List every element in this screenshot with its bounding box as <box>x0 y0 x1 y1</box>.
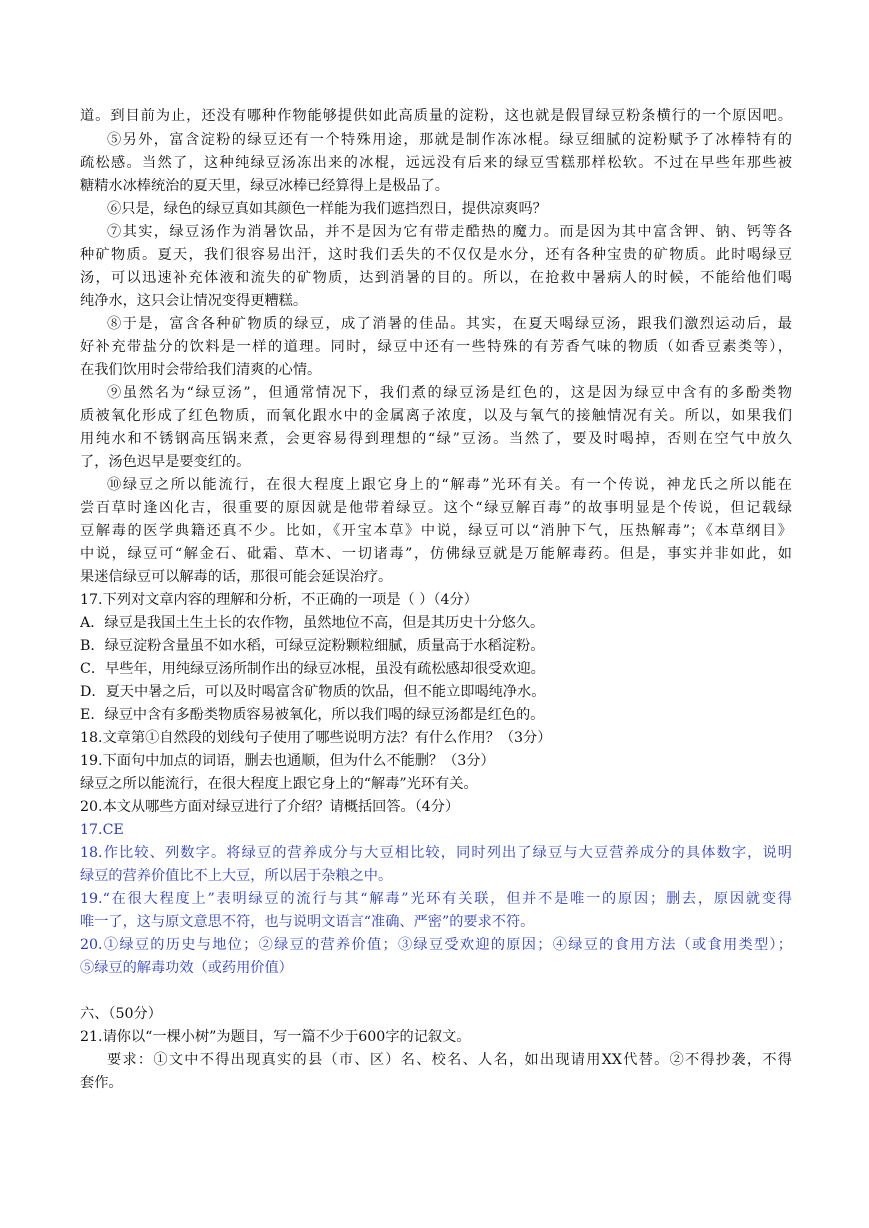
passage-line: 糖精水冰棒统治的夏天里，绿豆冰棒已经算得上是极品了。 <box>80 178 449 194</box>
answer-17: 17.CE <box>80 822 124 838</box>
q19-sentence: 绿豆之所以能流行，在很大程度上跟它身上的“解毒”光环有关。 <box>80 776 478 792</box>
answer-19-line: 唯一了，这与原文意思不符，也与说明文语言“准确、严密”的要求不符。 <box>80 914 535 930</box>
answer-20-line: 20.①绿豆的历史与地位；②绿豆的营养价值；③绿豆受欢迎的原因；④绿豆的食用方法（或食用类型）； <box>80 937 792 953</box>
passage-line: 了，汤色迟早是要变红的。 <box>80 454 251 470</box>
passage-line: 用纯水和不锈钢高压锅来煮，会更容易得到理想的“绿”豆汤。当然了，要及时喝掉，否则在空气中放久 <box>80 431 792 447</box>
passage-line: 质被氧化形成了红色物质，而氧化跟水中的金属离子浓度，以及与氧气的接触情况有关。所以，如果我们 <box>80 408 792 424</box>
passage-line: ⑤另外，富含淀粉的绿豆还有一个特殊用途，那就是制作冻冰棍。绿豆细腻的淀粉赋予了冰棒特有的 <box>107 132 792 148</box>
passage-line: ⑧于是，富含各种矿物质的绿豆，成了消暑的佳品。其实，在夏天喝绿豆汤，跟我们激烈运动后，最 <box>107 316 792 332</box>
passage-line: 种矿物质。夏天，我们很容易出汗，这时我们丢失的不仅仅是水分，还有各种宝贵的矿物质。此时喝绿豆 <box>80 247 792 263</box>
q17-option-e: E．绿豆中含有多酚类物质容易被氧化，所以我们喝的绿豆汤都是红色的。 <box>80 707 545 723</box>
question-17: 17.下列对文章内容的理解和分析，不正确的一项是（ ）（4分） <box>80 592 478 608</box>
passage-line: ⑩绿豆之所以能流行，在很大程度上跟它身上的“解毒”光环有关。有一个传说，神龙氏之所以能在 <box>107 477 792 493</box>
passage-line: 在我们饮用时会带给我们清爽的心情。 <box>80 362 322 378</box>
q17-option-d: D．夏天中暑之后，可以及时喝富含矿物质的饮品，但不能立即喝纯净水。 <box>80 684 546 700</box>
passage-line: 疏松感。当然了，这种纯绿豆汤冻出来的冰棍，远远没有后来的绿豆雪糕那样松软。不过在早些年那些被 <box>80 155 792 171</box>
answer-20-line: ⑤绿豆的解毒功效（或药用价值） <box>80 960 293 976</box>
requirement-line: 要求：①文中不得出现真实的县（市、区）名、校名、人名，如出现请用XX代替。②不得抄袭，不得 <box>107 1052 792 1068</box>
passage-line: 中说，绿豆可“解金石、砒霜、草木、一切诸毒”，仿佛绿豆就是万能解毒药。但是，事实并非如此，如 <box>80 546 792 562</box>
passage-line: 好补充带盐分的饮料是一样的道理。同时，绿豆中还有一些特殊的有芳香气味的物质（如香豆素类等）， <box>80 339 792 355</box>
q17-option-b: B．绿豆淀粉含量虽不如水稻，可绿豆淀粉颗粒细腻，质量高于水稻淀粉。 <box>80 638 545 654</box>
question-21: 21.请你以“一棵小树”为题目，写一篇不少于600字的记叙文。 <box>80 1029 471 1045</box>
passage-line: 果迷信绿豆可以解毒的话，那很可能会延误治疗。 <box>80 569 393 585</box>
passage-line: ⑦其实，绿豆汤作为消暑饮品，并不是因为它有带走酷热的魔力。而是因为其中富含钾、钠、钙等各 <box>107 224 792 240</box>
passage-line: 道。到目前为止，还没有哪种作物能够提供如此高质量的淀粉，这也就是假冒绿豆粉条横行的一个原因吧。 <box>80 108 792 124</box>
q17-option-c: C．早些年，用纯绿豆汤所制作出的绿豆冰棍，虽没有疏松感却很受欢迎。 <box>80 661 545 677</box>
answer-18-line: 绿豆的营养价值比不上大豆，所以居于杂粮之中。 <box>80 868 393 884</box>
passage-line: 纯净水，这只会让情况变得更糟糕。 <box>80 293 308 309</box>
answer-19-line: 19.“在很大程度上”表明绿豆的流行与其“解毒”光环有关联，但并不是唯一的原因；删去，原因就变得 <box>80 891 792 907</box>
q17-option-a: A．绿豆是我国土生土长的农作物，虽然地位不高，但是其历史十分悠久。 <box>80 615 545 631</box>
question-20: 20.本文从哪些方面对绿豆进行了介绍？请概括回答。（4分） <box>80 799 460 815</box>
passage-line: ⑨虽然名为“绿豆汤”，但通常情况下，我们煮的绿豆汤是红色的，这是因为绿豆中含有的多酚类物 <box>107 385 792 401</box>
requirement-line: 套作。 <box>80 1075 123 1091</box>
passage-line: 尝百草时逢凶化吉，很重要的原因就是他带着绿豆。这个“绿豆解百毒”的故事明显是个传说，但记载绿 <box>80 500 792 516</box>
question-19: 19.下面句中加点的词语，删去也通顺，但为什么不能删？（3分） <box>80 753 495 769</box>
answer-18-line: 18.作比较、列数字。将绿豆的营养成分与大豆相比较，同时列出了绿豆与大豆营养成分的具体数字，说明 <box>80 845 792 861</box>
question-18: 18.文章第①自然段的划线句子使用了哪些说明方法？有什么作用？（3分） <box>80 730 552 746</box>
passage-line: ⑥只是，绿色的绿豆真如其颜色一样能为我们遮挡烈日，提供凉爽吗？ <box>107 201 547 217</box>
section-6-heading: 六、（50分） <box>80 1006 162 1022</box>
passage-line: 豆解毒的医学典籍还真不少。比如，《开宝本草》中说，绿豆可以“消肿下气，压热解毒”；《本草纲目》 <box>80 523 792 539</box>
passage-line: 汤，可以迅速补充体液和流失的矿物质，达到消暑的目的。所以，在抢救中暑病人的时候，不能给他们喝 <box>80 270 792 286</box>
